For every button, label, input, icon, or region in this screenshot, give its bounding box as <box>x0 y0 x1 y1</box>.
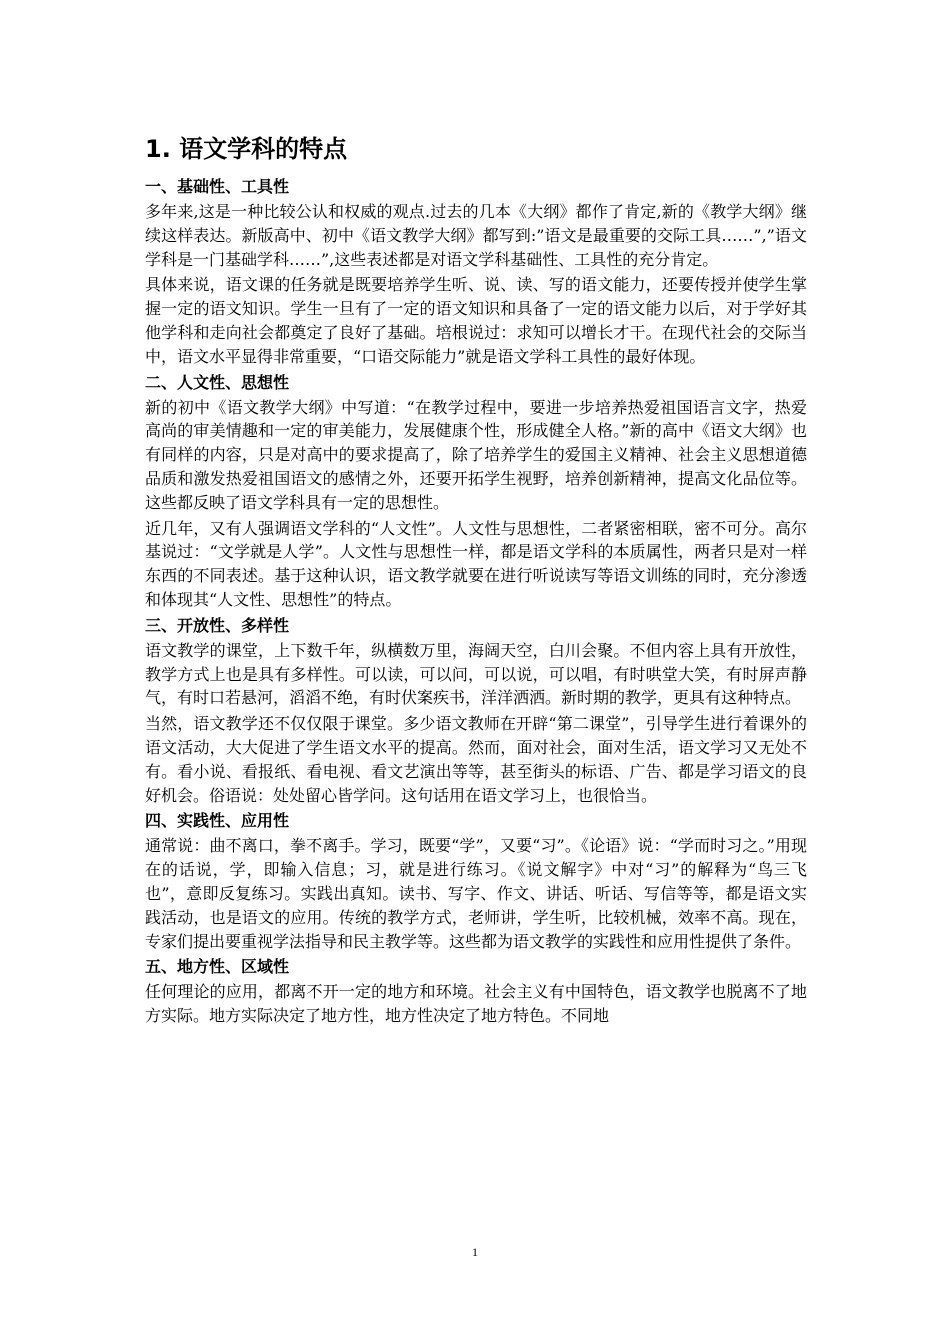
paragraph: 语文教学的课堂，上下数千年，纵横数万里，海阔天空，白川会聚。不但内容上具有开放性，教学方式上也是具有多样性。可以读，可以问，可以说，可以唱，有时哄堂大笑，有时屏声静气，有时口若悬河，滔滔不绝，有时伏案疾书，洋洋洒洒。新时期的教学，更具有这种特点。 <box>145 640 807 708</box>
section-humanistic-ideological <box>145 371 807 612</box>
document-body <box>145 132 807 1030</box>
section-heading: 四、实践性、应用性 <box>145 811 290 831</box>
paragraph: 近几年，又有人强调语文学科的“人文性”。人文性与思想性，二者紧密相联，密不可分。高尔基说过：“文学就是人学”。人文性与思想性一样，都是语文学科的本质属性，两者只是对一样东西的不同表述。基于这种认识，语文教学就要在进行听说读写等语文训练的同时，充分渗透和体现其“人文性、思想性”的特点。 <box>145 518 807 609</box>
section-heading: 三、开放性、多样性 <box>145 615 290 635</box>
section-basic-tool <box>145 175 807 369</box>
section-practice-application <box>145 809 807 953</box>
paragraph: 具体来说，语文课的任务就是既要培养学生听、说、读、写的语文能力，还要传授并使学生掌握一定的语文知识。学生一旦有了一定的语文知识和具备了一定的语文能力以后，对于学好其他学科和走向社会都奠定了良好了基础。培根说过：求知可以增长才干。在现代社会的交际当中，语文水平显得非常重要，“口语交际能力”就是语文学科工具性的最好体现。 <box>145 275 807 366</box>
paragraph: 新的初中《语文教学大纲》中写道：“在教学过程中，要进一步培养热爱祖国语言文字，热爱高尚的审美情趣和一定的审美能力，发展健康个性，形成健全人格。”新的高中《语文大纲》也有同样的内容，只是对高中的要求提高了，除了培养学生的爱国主义精神、社会主义思想道德品质和激发热爱祖国语文的感情之外，还要开拓学生视野，培养创新精神，提高文化品位等。这些都反映了语文学科具有一定的思想性。 <box>145 397 807 512</box>
section-heading: 一、基础性、工具性 <box>145 177 290 196</box>
section-heading: 二、人文性、思想性 <box>145 372 290 392</box>
paragraph: 多年来,这是一种比较公认和权威的观点.过去的几本《大纲》都作了肯定,新的《教学大纲》继续这样表达。新版高中、初中《语文教学大纲》都写到:”语文是最重要的交际工具……”,”语文学科是一门基础学科……”,这些表述都是对语文学科基础性、工具性的充分肯定。 <box>145 202 807 269</box>
section-local-regional <box>145 955 807 1028</box>
paragraph: 任何理论的应用，都离不开一定的地方和环境。社会主义有中国特色，语文教学也脱离不了地方实际。地方实际决定了地方性，地方性决定了地方特色。不同地 <box>145 982 807 1026</box>
page-number: 1 <box>472 1245 478 1259</box>
section-open-diverse <box>145 614 807 808</box>
paragraph: 当然，语文教学还不仅仅限于课堂。多少语文教师在开辟“第二课堂”，引导学生进行着课外的语文活动，大大促进了学生语文水平的提高。然而，面对社会，面对生活，语文学习又无处不有。看小说、看报纸、看电视、看文艺演出等等，甚至街头的标语、广告、都是学习语文的良好机会。俗语说：处处留心皆学问。这句话用在语文学习上，也很恰当。 <box>145 714 807 805</box>
document-title: 1. 语文学科的特点 <box>145 135 348 163</box>
paragraph: 通常说：曲不离口，拳不离手。学习，既要“学”，又要“习”。《论语》说：“学而时习之。”用现在的话说，学，即输入信息；习，就是进行练习。《说文解字》中对“习”的解释为“鸟三飞也”，意即反复练习。实践出真知。读书、写字、作文、讲话、听话、写信等等，都是语文实践活动，也是语文的应用。传统的教学方式，老师讲，学生听，比较机械，效率不高。现在，专家们提出要重视学法指导和民主教学等。这些都为语文教学的实践性和应用性提供了条件。 <box>145 836 807 951</box>
section-heading: 五、地方性、区域性 <box>145 957 290 977</box>
